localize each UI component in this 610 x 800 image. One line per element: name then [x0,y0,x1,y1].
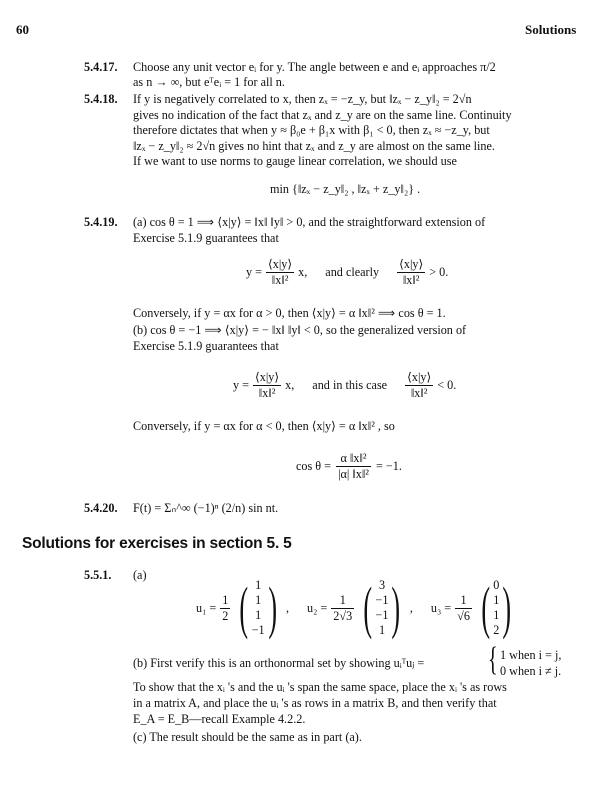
denominator: 2 [222,608,229,623]
display-equation [233,365,456,405]
problem-5-4-18-line: If y is negatively correlated to x, then zₓ = −z_y, but ‖zₓ − z_y‖₂ = 2√n [133,92,472,106]
part-label: (a) [133,568,147,582]
problem-number-5-4-20: 5.4.20. [84,501,118,515]
problem-5-5-1-line: To show that the xᵢ 's and the uᵢ 's span the same space, place the xᵢ 's as rows [133,680,507,694]
display-equation [246,252,448,292]
vector-label: u₃ = [430,600,452,615]
eq-text: and clearly [325,264,380,279]
numerator: 1 [455,593,472,609]
fraction [253,370,281,401]
vector-entry: 1 [255,578,262,592]
problem-number-5-4-19: 5.4.19. [84,215,118,229]
part-b-text: (b) First verify this is an orthonormal set by showing uᵢᵀuⱼ = [133,656,425,670]
vector-entry: 2 [493,623,500,637]
right-paren: ) [391,575,401,640]
column-vector [376,578,389,638]
problem-number-5-4-18: 5.4.18. [84,92,118,106]
vector-entry: 1 [255,593,262,607]
vector-entry: −1 [375,593,389,607]
numerator: ⟨x|y⟩ [268,256,293,271]
problem-number-5-5-1: 5.5.1. [84,568,112,582]
problem-5-4-18-line: If we want to use norms to gauge linear correlation, we should use [133,154,457,168]
section-title: Solutions for exercises in section 5. 5 [22,535,292,552]
eq-lhs: cos θ = [296,458,332,473]
vector-entry: 1 [378,623,386,637]
eq-term: x, [285,377,295,392]
denominator: ‖x‖² [271,272,289,287]
denominator: √6 [457,608,470,623]
vector-label: u₂ = [307,600,328,615]
vector-entry: −1 [375,608,389,622]
denominator: ‖x‖² [410,385,428,400]
numerator: ⟨x|y⟩ [407,369,432,384]
problem-5-5-1-line: E_A = E_B—recall Example 4.2.2. [133,712,306,726]
numerator: ⟨x|y⟩ [399,256,424,271]
case-line: 1 when i = j, [500,648,562,662]
running-title: Solutions [525,22,577,37]
vector-entry: 0 [493,578,500,592]
display-formula: min {‖zₓ − z_y‖₂ , ‖zₓ + z_y‖₂} . [270,182,421,196]
problem-5-4-19-line: Conversely, if y = αx for α > 0, then ⟨x|y⟩ = α ‖x‖² ⟹ cos θ = 1. [133,306,446,320]
numerator: 1 [222,592,229,607]
column-vector [252,578,265,638]
vector-entry: 1 [493,608,500,622]
fraction [220,593,230,624]
eq-text: and in this case [312,377,388,392]
problem-5-4-20-formula: F(t) = Σₙ^∞ (−1)ⁿ (2/n) sin nt. [133,501,279,515]
eq-term: > 0. [429,264,449,279]
eq-term: x, [298,264,308,279]
problem-5-4-18-line: ‖zₓ − z_y‖₂ ≈ 2√n gives no hint that zₓ and z_y are almost on the same line. [133,139,495,153]
problem-5-4-19-line: Exercise 5.1.9 guarantees that [133,231,279,245]
problem-5-5-1-line: in a matrix A, and place the uᵢ 's as rows in a matrix B, and then verify that [133,696,497,710]
denominator: 2√3 [333,608,353,623]
problem-5-4-19-line: (b) cos θ = −1 ⟹ ⟨x|y⟩ = − ‖x‖ ‖y‖ < 0, so the generalized version of [133,323,467,337]
eq-term: < 0. [437,377,457,392]
separator: , [409,600,413,615]
vector-definitions [196,576,517,640]
right-paren: ) [267,575,277,640]
denominator: ‖x‖² [402,272,420,287]
fraction [331,593,354,624]
column-vector [493,578,499,638]
vector-entry: 3 [378,578,386,592]
fraction [266,257,294,288]
denominator: |α| ‖x‖² [338,466,369,481]
case-line: 0 when i ≠ j. [500,664,562,678]
left-paren: ( [481,575,490,640]
problem-5-4-17-line: Choose any unit vector eᵢ for y. The angle between e and eᵢ approaches π/2 [133,60,496,74]
eq-lhs: y = [233,377,250,392]
fraction [336,451,371,482]
fraction [405,370,433,401]
vector-entry: 1 [255,608,262,622]
problem-number-5-4-17: 5.4.17. [84,60,118,74]
vector-entry: 1 [493,593,500,607]
problem-5-4-19-line: (a) cos θ = 1 ⟹ ⟨x|y⟩ = ‖x‖ ‖y‖ > 0, and the straightforward extension of [133,215,486,229]
eq-term: = −1. [375,458,402,473]
numerator: α ‖x‖² [336,451,371,467]
problem-5-4-19-line: Conversely, if y = αx for α < 0, then ⟨x|y⟩ = α ‖x‖² , so [133,419,395,433]
problem-5-4-17-line: as n → ∞, but eᵀeᵢ = 1 for all n. [133,75,285,89]
problem-5-4-19-line: Exercise 5.1.9 guarantees that [133,339,279,353]
page-number: 60 [16,22,29,37]
right-paren: ) [502,575,512,640]
problem-5-4-18-line: therefore dictates that when y ≈ β₀e + β₁x with β₁ < 0, then zₓ ≈ −z_y, but [133,123,490,137]
denominator: ‖x‖² [258,385,276,400]
numerator: ⟨x|y⟩ [255,369,280,384]
fraction [455,593,472,624]
left-paren: ( [239,575,249,640]
eq-lhs: y = [246,264,263,279]
left-paren: ( [363,575,373,640]
problem-5-4-18-line: gives no indication of the fact that zₓ and z_y are on the same line. Continuity [133,108,512,122]
cases-brace: { [488,641,498,678]
fraction [397,257,425,288]
display-equation [296,446,402,486]
vector-entry: −1 [251,623,265,637]
separator: , [285,600,290,615]
vector-label: u₁ = [196,600,217,615]
numerator: 1 [331,593,354,609]
part-c-text: (c) The result should be the same as in part (a). [133,730,362,744]
